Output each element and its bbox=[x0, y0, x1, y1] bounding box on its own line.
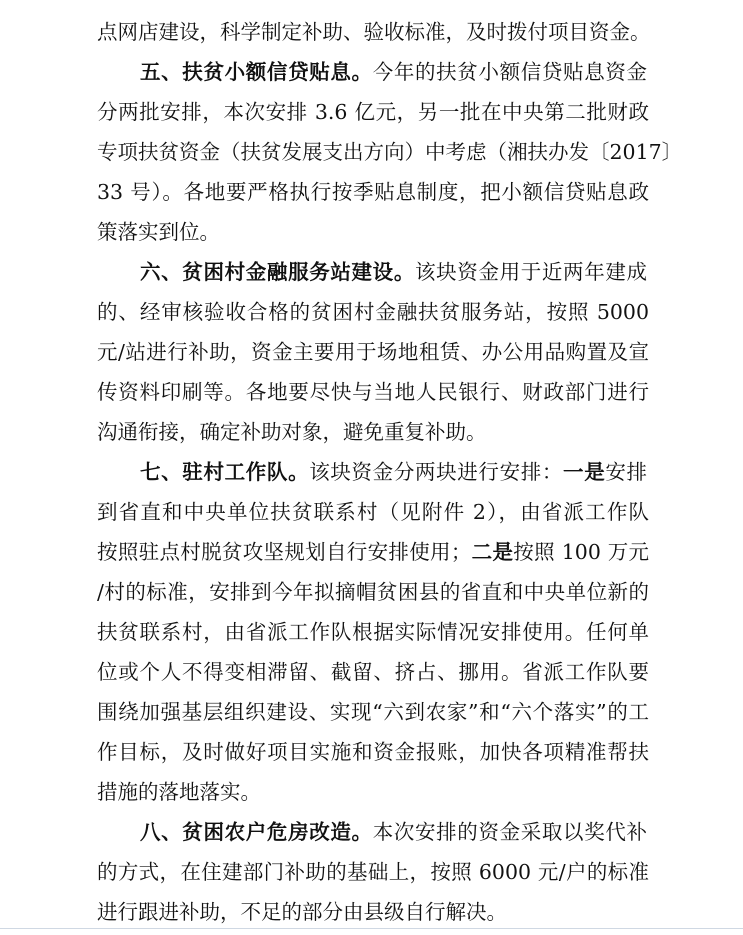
text-run: 的方式，在住建部门补助的基础上，按照 6000 元/户的标准 bbox=[97, 860, 649, 884]
section-5-heading: 五、扶贫小额信贷贴息。 bbox=[140, 60, 373, 84]
text-line bbox=[97, 900, 649, 924]
emphasis-first: 一是 bbox=[563, 460, 606, 484]
text-run: 沟通衔接，确定补助对象，避免重复补助。 bbox=[97, 420, 487, 444]
section-7-heading-line bbox=[140, 460, 647, 484]
text-line bbox=[97, 100, 649, 124]
text-line bbox=[97, 500, 649, 524]
section-8-heading: 八、贫困农户危房改造。 bbox=[140, 820, 373, 844]
text-run: 专项扶贫资金（扶贫发展支出方向）中考虑（湘扶办发〔2017〕 bbox=[97, 140, 683, 164]
text-run: 扶贫联系村，由省派工作队根据实际情况安排使用。任何单 bbox=[97, 620, 649, 644]
text-run: 点网店建设，科学制定补助、验收标准，及时拨付项目资金。 bbox=[97, 20, 651, 44]
text-line bbox=[97, 420, 649, 444]
section-5-heading-line bbox=[140, 60, 647, 84]
text-line bbox=[97, 660, 649, 684]
text-line bbox=[97, 580, 649, 604]
text-line bbox=[97, 380, 649, 404]
text-run: 该块资金用于近两年建成 bbox=[414, 260, 648, 284]
text-run: 本次安排的资金采取以奖代补 bbox=[372, 820, 648, 844]
text-run: 安排 bbox=[605, 460, 648, 484]
text-run: 传资料印刷等。各地要尽快与当地人民银行、财政部门进行 bbox=[97, 380, 649, 404]
text-run: 围绕加强基层组织建设、实现“六到农家”和“六个落实”的工 bbox=[97, 700, 649, 724]
text-line bbox=[97, 180, 649, 204]
text-run: 今年的扶贫小额信贷贴息资金 bbox=[372, 60, 648, 84]
text-run: 元/站进行补助，资金主要用于场地租赁、办公用品购置及宣 bbox=[97, 340, 649, 364]
text-run: 的、经审核验收合格的贫困村金融扶贫服务站，按照 5000 bbox=[97, 300, 649, 324]
text-line bbox=[97, 620, 649, 644]
text-line bbox=[97, 220, 649, 244]
text-run: 按照 100 万元 bbox=[513, 540, 650, 564]
text-run: 33 号）。各地要严格执行按季贴息制度，把小额信贷贴息政 bbox=[97, 180, 649, 204]
text-run: 到省直和中央单位扶贫联系村（见附件 2），由省派工作队 bbox=[97, 500, 649, 524]
section-6-heading: 六、贫困村金融服务站建设。 bbox=[140, 260, 415, 284]
text-run: 该块资金分两块进行安排： bbox=[309, 460, 564, 484]
section-7-heading: 七、驻村工作队。 bbox=[140, 460, 310, 484]
text-run: 进行跟进补助，不足的部分由县级自行解决。 bbox=[97, 900, 507, 924]
text-line bbox=[97, 540, 649, 564]
text-run: 措施的落地落实。 bbox=[97, 780, 261, 804]
text-line bbox=[97, 860, 649, 884]
text-run: 位或个人不得变相滞留、截留、挤占、挪用。省派工作队要 bbox=[97, 660, 649, 684]
text-line bbox=[97, 20, 649, 44]
section-8-heading-line bbox=[140, 820, 647, 844]
text-run: 按照驻点村脱贫攻坚规划自行安排使用； bbox=[97, 540, 472, 564]
text-run: 策落实到位。 bbox=[97, 220, 220, 244]
page-bottom-divider bbox=[0, 928, 743, 929]
text-line bbox=[97, 300, 649, 324]
text-line bbox=[97, 740, 649, 764]
section-6-heading-line bbox=[140, 260, 647, 284]
text-line bbox=[97, 780, 649, 804]
text-line bbox=[97, 340, 649, 364]
text-run: /村的标准，安排到今年拟摘帽贫困县的省直和中央单位新的 bbox=[97, 580, 649, 604]
text-line bbox=[97, 700, 649, 724]
emphasis-second: 二是 bbox=[471, 540, 514, 564]
text-run: 分两批安排，本次安排 3.6 亿元，另一批在中央第二批财政 bbox=[97, 100, 649, 124]
text-run: 作目标，及时做好项目实施和资金报账，加快各项精准帮扶 bbox=[97, 740, 649, 764]
text-line bbox=[97, 140, 683, 164]
